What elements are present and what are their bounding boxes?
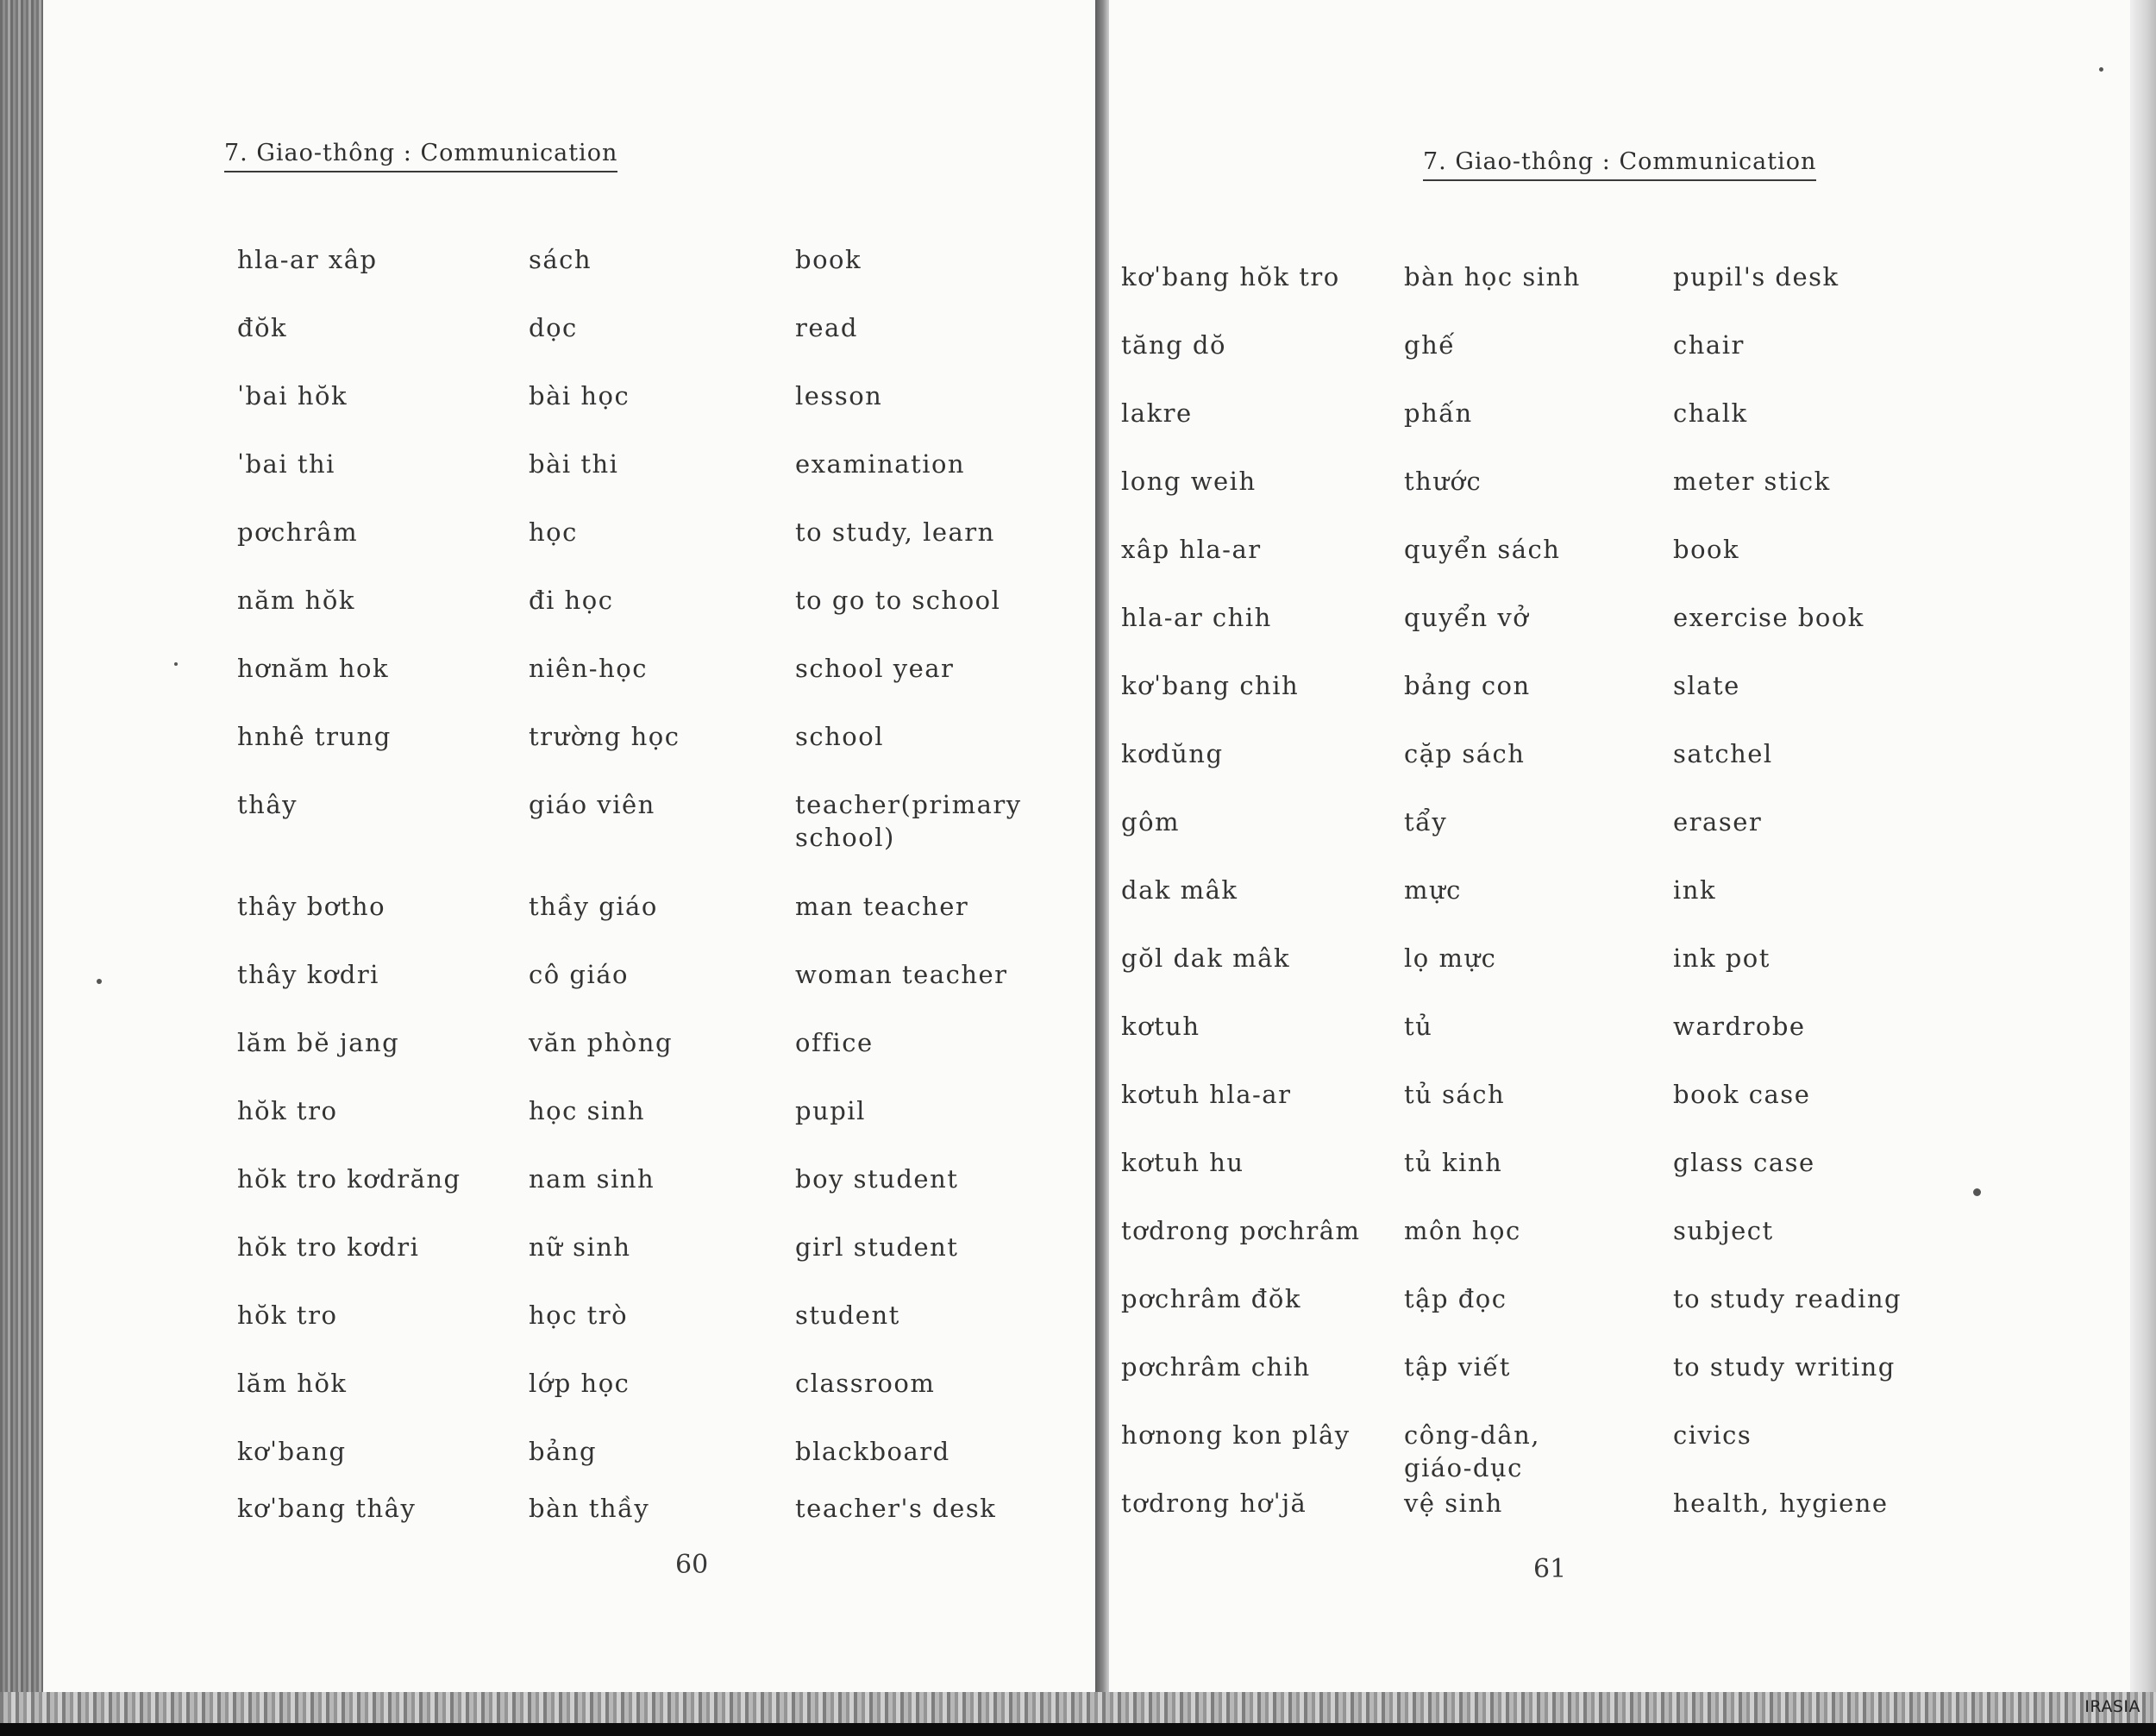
right-page <box>1109 0 2156 1692</box>
term-cell: thây bơtho <box>237 892 386 921</box>
term-cell: hla-ar chih <box>1121 603 1272 632</box>
term-cell: hŏk tro <box>237 1300 338 1330</box>
english-cell: man teacher <box>795 892 969 921</box>
term-cell: lăm bĕ jang <box>237 1028 400 1057</box>
vietnamese-cell: nữ sinh <box>529 1232 631 1262</box>
vietnamese-cell: tập đọc <box>1404 1284 1507 1313</box>
english-cell: to study reading <box>1673 1284 1902 1313</box>
scan-edge-right <box>2130 0 2156 1703</box>
term-cell: ˈbai hŏk <box>237 381 348 410</box>
term-cell: tăng dŏ <box>1121 330 1226 360</box>
left-page <box>43 0 1102 1692</box>
english-cell: pupil <box>795 1096 866 1125</box>
term-cell: hŏk tro kơdrăng <box>237 1164 461 1194</box>
english-cell: to study, learn <box>795 517 995 547</box>
vietnamese-cell: đi học <box>529 586 614 615</box>
vietnamese-cell: tủ <box>1404 1012 1433 1041</box>
term-cell: kơtuh hu <box>1121 1148 1244 1177</box>
scan-edge-bottom <box>0 1692 2156 1723</box>
vietnamese-cell: nam sinh <box>529 1164 655 1194</box>
ink-speck <box>1973 1188 1981 1196</box>
vietnamese-cell: học sinh <box>529 1096 646 1125</box>
english-cell: chair <box>1673 330 1745 360</box>
vietnamese-cell: lọ mực <box>1404 943 1497 973</box>
term-cell: lăm hŏk <box>237 1369 348 1398</box>
english-cell: satchel <box>1673 739 1773 768</box>
vietnamese-cell: ghế <box>1404 330 1456 360</box>
term-cell: kơtuh <box>1121 1012 1200 1041</box>
term-cell: thây <box>237 790 298 819</box>
english-cell: school year <box>795 654 955 683</box>
vietnamese-cell: thầy giáo <box>529 892 658 921</box>
vietnamese-cell: mực <box>1404 875 1462 905</box>
english-cell: ink <box>1673 875 1717 905</box>
vietnamese-cell: vệ sinh <box>1404 1488 1503 1518</box>
page-header: 7. Giao-thông : Communication <box>224 140 617 172</box>
term-cell: kơtuh hla-ar <box>1121 1080 1292 1109</box>
english-cell: examination <box>795 449 966 479</box>
vietnamese-cell: tập viết <box>1404 1352 1511 1382</box>
vietnamese-cell: tẩy <box>1404 807 1448 837</box>
english-cell: lesson <box>795 381 883 410</box>
vietnamese-cell: quyển vở <box>1404 603 1530 632</box>
term-cell: dak mâk <box>1121 875 1238 905</box>
vietnamese-cell: bàn học sinh <box>1404 262 1581 291</box>
page-header: 7. Giao-thông : Communication <box>1423 148 1816 181</box>
term-cell: hơnong kon plây <box>1121 1420 1351 1450</box>
term-cell: năm hŏk <box>237 586 355 615</box>
vietnamese-cell: giáo viên <box>529 790 655 819</box>
english-cell: book <box>1673 535 1740 564</box>
english-cell: school <box>795 722 884 751</box>
vietnamese-cell: tủ kinh <box>1404 1148 1503 1177</box>
english-cell: teacher's desk <box>795 1494 997 1523</box>
english-cell: ink pot <box>1673 943 1771 973</box>
english-cell: to study writing <box>1673 1352 1896 1382</box>
vietnamese-cell: học <box>529 517 578 547</box>
term-cell: kơˈbang chih <box>1121 671 1300 700</box>
term-cell: thây kơdri <box>237 960 379 989</box>
ink-speck <box>2099 67 2103 72</box>
vietnamese-cell: học trò <box>529 1300 629 1330</box>
vietnamese-cell: bài học <box>529 381 630 410</box>
english-cell: health, hygiene <box>1673 1488 1889 1518</box>
term-cell: lakre <box>1121 398 1193 428</box>
vietnamese-cell: trường học <box>529 722 680 751</box>
term-cell: gŏl dak mâk <box>1121 943 1291 973</box>
english-cell: glass case <box>1673 1148 1815 1177</box>
vietnamese-cell: văn phòng <box>529 1028 674 1057</box>
english-cell: meter stick <box>1673 467 1831 496</box>
english-cell: pupil's desk <box>1673 262 1839 291</box>
vietnamese-cell: bài thi <box>529 449 619 479</box>
ink-speck <box>97 979 102 984</box>
vietnamese-cell: bàn thầy <box>529 1494 650 1523</box>
watermark: IRASIA <box>2084 1697 2140 1716</box>
english-cell: wardrobe <box>1673 1012 1806 1041</box>
term-cell: kơˈbang hŏk tro <box>1121 262 1340 291</box>
term-cell: kơˈbang thây <box>237 1494 417 1523</box>
english-cell: subject <box>1673 1216 1774 1245</box>
vietnamese-cell: dọc <box>529 313 578 342</box>
term-cell: xâp hla-ar <box>1121 535 1262 564</box>
english-cell: eraser <box>1673 807 1763 837</box>
english-cell: blackboard <box>795 1437 950 1466</box>
english-cell: read <box>795 313 858 342</box>
term-cell: long weih <box>1121 467 1257 496</box>
vietnamese-cell: lớp học <box>529 1369 630 1398</box>
vietnamese-cell: môn học <box>1404 1216 1521 1245</box>
vietnamese-cell: quyển sách <box>1404 535 1561 564</box>
term-cell: hla-ar xâp <box>237 245 378 274</box>
english-cell: classroom <box>795 1369 936 1398</box>
english-cell: student <box>795 1300 900 1330</box>
term-cell: hơnăm hok <box>237 654 390 683</box>
term-cell: đŏk <box>237 313 288 342</box>
english-cell: teacher(primary school) <box>795 790 1022 852</box>
term-cell: tơdrong pơchrâm <box>1121 1216 1361 1245</box>
vietnamese-cell: công-dân, giáo-dục <box>1404 1420 1540 1482</box>
term-cell: hnhê trung <box>237 722 392 751</box>
term-cell: gôm <box>1121 807 1181 837</box>
term-cell: hŏk tro <box>237 1096 338 1125</box>
term-cell: pơchrâm <box>237 517 359 547</box>
english-cell: girl student <box>795 1232 959 1262</box>
ink-speck <box>174 662 178 666</box>
english-cell: woman teacher <box>795 960 1008 989</box>
english-cell: slate <box>1673 671 1740 700</box>
vietnamese-cell: niên-học <box>529 654 648 683</box>
term-cell: ˈbai thi <box>237 449 335 479</box>
english-cell: to go to school <box>795 586 1001 615</box>
page-number: 60 <box>675 1550 709 1580</box>
english-cell: office <box>795 1028 874 1057</box>
vietnamese-cell: bảng con <box>1404 671 1531 700</box>
term-cell: kơdŭng <box>1121 739 1224 768</box>
vietnamese-cell: tủ sách <box>1404 1080 1506 1109</box>
page-number: 61 <box>1533 1554 1567 1584</box>
term-cell: kơˈbang <box>237 1437 347 1466</box>
vietnamese-cell: cô giáo <box>529 960 630 989</box>
term-cell: tơdrong hơˈjă <box>1121 1488 1307 1518</box>
vietnamese-cell: thước <box>1404 467 1482 496</box>
vietnamese-cell: bảng <box>529 1437 598 1466</box>
vietnamese-cell: sách <box>529 245 592 274</box>
term-cell: hŏk tro kơdri <box>237 1232 420 1262</box>
scan-border-bottom <box>0 1723 2156 1736</box>
english-cell: book <box>795 245 862 274</box>
english-cell: civics <box>1673 1420 1752 1450</box>
term-cell: pơchrâm chih <box>1121 1352 1311 1382</box>
vietnamese-cell: cặp sách <box>1404 739 1526 768</box>
vietnamese-cell: phấn <box>1404 398 1473 428</box>
english-cell: book case <box>1673 1080 1811 1109</box>
term-cell: pơchrâm đŏk <box>1121 1284 1301 1313</box>
english-cell: boy student <box>795 1164 959 1194</box>
english-cell: chalk <box>1673 398 1748 428</box>
english-cell: exercise book <box>1673 603 1865 632</box>
